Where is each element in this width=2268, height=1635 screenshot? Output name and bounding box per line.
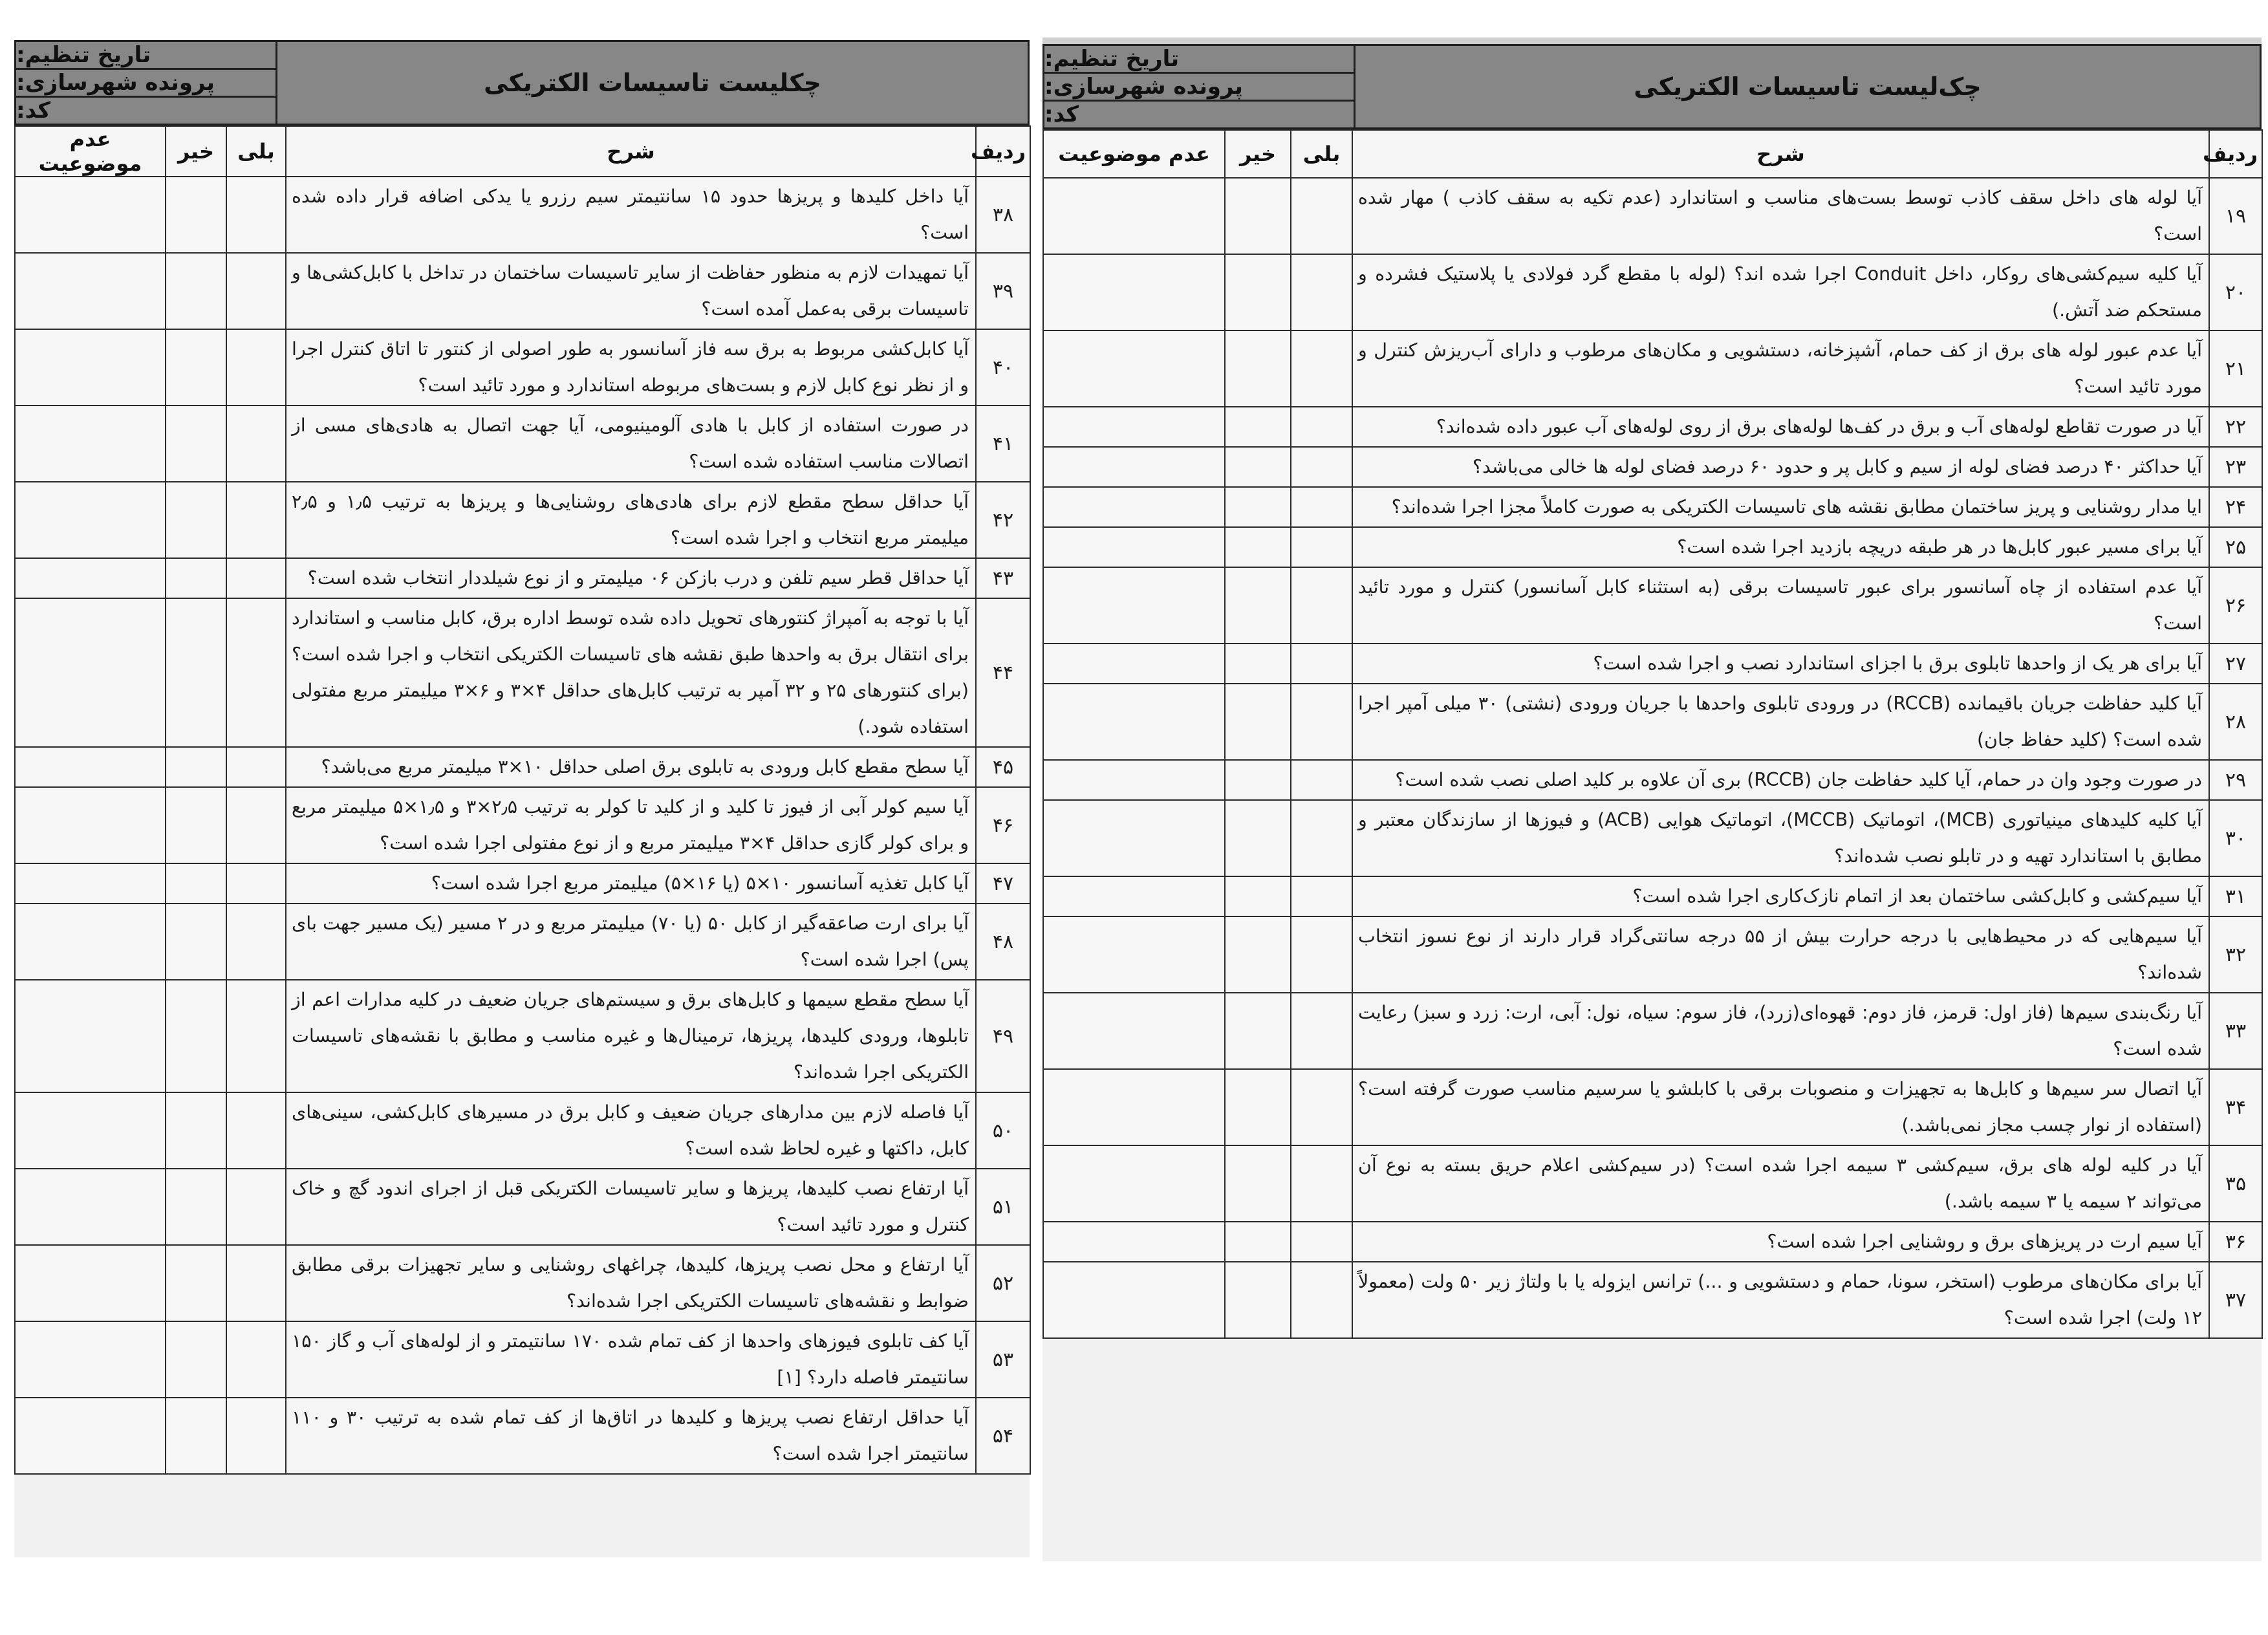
table-row [15,598,1030,747]
right-file-label: پرونده شهرسازی: [1044,72,1354,100]
table-row [1043,407,2262,447]
row-description: آیا سیم‌هایی که در محیط‌هایی با درجه حرارت بیش از ۵۵ درجه سانتی‌گراد قرار دارند از نوع نسوز انتخاب شده‌اند؟ [1352,916,2209,993]
no-checkbox-cell[interactable] [1225,684,1291,760]
na-checkbox-cell[interactable] [1043,330,1225,407]
na-checkbox-cell[interactable] [15,406,166,482]
na-checkbox-cell[interactable] [15,1245,166,1321]
na-checkbox-cell[interactable] [15,329,166,406]
na-checkbox-cell[interactable] [15,1092,166,1169]
table-row [1043,1222,2262,1262]
no-checkbox-cell[interactable] [1225,254,1291,330]
no-checkbox-cell[interactable] [1225,487,1291,527]
row-description: آیا داخل کلیدها و پریزها حدود ۱۵ سانتیمتر سیم رزرو یا یدکی اضافه قرار داده شده است؟ [286,177,976,253]
no-checkbox-cell[interactable] [166,904,226,980]
row-number: ۵۴ [976,1398,1030,1474]
no-checkbox-cell[interactable] [166,787,226,863]
row-description: آیا ارتفاع و محل نصب پریزها، کلیدها، چراغهای روشنایی و سایر تجهیزات برقی مطابق ضوابط و نقشه‌های تاسیسات الکتریکی اجرا شده‌اند؟ [286,1245,976,1321]
table-row [1043,876,2262,916]
yes-checkbox-cell[interactable] [1291,760,1352,800]
row-description: آیا برای مسیر عبور کابل‌ها در هر طبقه دریچه بازدید اجرا شده است؟ [1352,527,2209,567]
right-table-body [1043,178,2262,1338]
row-description: آیا عدم عبور لوله های برق از کف حمام، آشپزخانه، دستشویی و مکان‌های مرطوب و دارای آب‌ریزش کنترل و مورد تائید است؟ [1352,330,2209,407]
row-number: ۵۱ [976,1169,1030,1245]
table-row [1043,1069,2262,1145]
row-number: ۴۶ [976,787,1030,863]
na-checkbox-cell[interactable] [15,177,166,253]
row-description: در صورت استفاده از کابل با هادی آلومینیومی، آیا جهت اتصال به هادی‌های مسی از اتصالات مناسب استفاده شده است؟ [286,406,976,482]
row-description: آیا لوله های داخل سقف کاذب توسط بست‌های مناسب و استاندارد (عدم تکیه به سقف کاذب ) مهار شده است؟ [1352,178,2209,254]
left-checklist-page [14,40,1030,1557]
row-number: ۴۸ [976,904,1030,980]
na-checkbox-cell[interactable] [1043,447,1225,487]
table-row [1043,178,2262,254]
row-number: ۳۱ [2209,876,2262,916]
table-row [15,747,1030,787]
row-number: ۲۶ [2209,567,2262,644]
na-checkbox-cell[interactable] [1043,1222,1225,1262]
row-number: ۴۰ [976,329,1030,406]
row-number: ۵۳ [976,1321,1030,1398]
table-row [15,1092,1030,1169]
yes-checkbox-cell[interactable] [226,598,286,747]
no-checkbox-cell[interactable] [1225,1262,1291,1338]
row-description: آیا سطح مقطع سیمها و کابل‌های برق و سیستم‌های جریان ضعیف در کلیه مدارات اعم از تابلوها، ورودی کلیدها، پریزها، ترمینال‌ها و غیره مناسب و مطابق با نقشه‌های تاسیسات الکتریکی اجرا شده‌اند؟ [286,980,976,1092]
table-row [15,980,1030,1092]
na-checkbox-cell[interactable] [15,1321,166,1398]
na-checkbox-cell[interactable] [1043,644,1225,684]
table-row [15,253,1030,329]
na-checkbox-cell[interactable] [1043,760,1225,800]
yes-checkbox-cell[interactable] [1291,407,1352,447]
na-checkbox-cell[interactable] [1043,254,1225,330]
left-col-desc: شرح [286,126,976,177]
table-row [1043,567,2262,644]
right-header-fields [1044,46,1355,127]
na-checkbox-cell[interactable] [1043,684,1225,760]
no-checkbox-cell[interactable] [166,1321,226,1398]
yes-checkbox-cell[interactable] [1291,644,1352,684]
row-number: ۱۹ [2209,178,2262,254]
no-checkbox-cell[interactable] [1225,1145,1291,1222]
yes-checkbox-cell[interactable] [226,1169,286,1245]
row-number: ۵۰ [976,1092,1030,1169]
table-row [1043,760,2262,800]
right-checklist-page [1042,38,2262,1561]
na-checkbox-cell[interactable] [1043,1262,1225,1338]
row-number: ۳۲ [2209,916,2262,993]
table-row [1043,527,2262,567]
yes-checkbox-cell[interactable] [1291,800,1352,876]
left-code-label: کد: [16,96,275,124]
row-number: ۲۲ [2209,407,2262,447]
row-description: در صورت وجود وان در حمام، آیا کلید حفاظت جان (RCCB) بری آن علاوه بر کلید اصلی نصب شده است؟ [1352,760,2209,800]
right-table-header-row [1043,130,2262,178]
row-description: آیا برای مکان‌های مرطوب (استخر، سونا، حمام و دستشویی و ...) ترانس ایزوله یا با ولتاژ زیر ۵۰ ولت (معمولاً ۱۲ ولت) اجرا شده است؟ [1352,1262,2209,1338]
no-checkbox-cell[interactable] [166,863,226,904]
yes-checkbox-cell[interactable] [226,1321,286,1398]
table-row [1043,800,2262,876]
no-checkbox-cell[interactable] [166,329,226,406]
yes-checkbox-cell[interactable] [226,406,286,482]
yes-checkbox-cell[interactable] [1291,1222,1352,1262]
left-col-row: ردیف [976,126,1030,177]
table-row [1043,993,2262,1069]
row-description: آیا برای هر یک از واحدها تابلوی برق با اجزای استاندارد نصب و اجرا شده است؟ [1352,644,2209,684]
row-description: آیا اتصال سر سیم‌ها و کابل‌ها به تجهیزات و منصوبات برقی با کابلشو یا سرسیم مناسب صورت گرفته است؟ (استفاده از نوار چسب مجاز نمی‌باشد.) [1352,1069,2209,1145]
no-checkbox-cell[interactable] [1225,178,1291,254]
left-col-yes: بلی [226,126,286,177]
right-col-na: عدم موضوعیت [1043,130,1225,178]
no-checkbox-cell[interactable] [1225,447,1291,487]
no-checkbox-cell[interactable] [166,482,226,558]
right-title: چک‌لیست تاسیسات الکتریکی [1634,72,1982,101]
row-number: ۲۷ [2209,644,2262,684]
na-checkbox-cell[interactable] [15,558,166,598]
no-checkbox-cell[interactable] [166,1245,226,1321]
table-row [1043,916,2262,993]
row-number: ۲۴ [2209,487,2262,527]
row-description: آیا عدم استفاده از چاه آسانسور برای عبور تاسیسات برقی (به استثناء کابل آسانسور) کنترل و مورد تائید است؟ [1352,567,2209,644]
table-row [15,1169,1030,1245]
row-description: آیا کابل تغذیه آسانسور ۱۰×۵ (یا ۱۶×۵) میلیمتر مربع اجرا شده است؟ [286,863,976,904]
table-row [15,329,1030,406]
right-code-label: کد: [1044,100,1354,127]
na-checkbox-cell[interactable] [15,1398,166,1474]
yes-checkbox-cell[interactable] [1291,993,1352,1069]
na-checkbox-cell[interactable] [1043,1069,1225,1145]
row-number: ۲۳ [2209,447,2262,487]
table-row [15,863,1030,904]
yes-checkbox-cell[interactable] [226,863,286,904]
na-checkbox-cell[interactable] [15,253,166,329]
page-gutter [1030,0,1042,1635]
yes-checkbox-cell[interactable] [1291,916,1352,993]
na-checkbox-cell[interactable] [1043,1145,1225,1222]
row-number: ۳۶ [2209,1222,2262,1262]
row-description: ایا مدار روشنایی و پریز ساختمان مطابق نقشه های تاسیسات الکتریکی به صورت کاملاً مجزا اجرا شده‌اند؟ [1352,487,2209,527]
yes-checkbox-cell[interactable] [1291,567,1352,644]
no-checkbox-cell[interactable] [166,177,226,253]
no-checkbox-cell[interactable] [166,598,226,747]
na-checkbox-cell[interactable] [15,787,166,863]
yes-checkbox-cell[interactable] [226,482,286,558]
right-header [1042,44,2262,129]
left-col-no: خیر [166,126,226,177]
row-description: آیا ارتفاع نصب کلیدها، پریزها و سایر تاسیسات الکتریکی قبل از اجرای اندود گچ و خاک کنترل و مورد تائید است؟ [286,1169,976,1245]
row-description: آیا سطح مقطع کابل ورودی به تابلوی برق اصلی حداقل ۱۰×۳ میلیمتر مربع می‌باشد؟ [286,747,976,787]
no-checkbox-cell[interactable] [1225,760,1291,800]
yes-checkbox-cell[interactable] [226,1092,286,1169]
left-col-na: عدم موضوعیت [15,126,166,177]
table-row [1043,447,2262,487]
table-row [1043,487,2262,527]
table-row [15,558,1030,598]
row-description: آیا حداقل قطر سیم تلفن و درب بازکن ۰۶ میلیمتر و از نوع شیلددار انتخاب شده است؟ [286,558,976,598]
table-row [15,1321,1030,1398]
table-row [1043,1262,2262,1338]
no-checkbox-cell[interactable] [1225,567,1291,644]
row-number: ۳۸ [976,177,1030,253]
row-number: ۳۹ [976,253,1030,329]
no-checkbox-cell[interactable] [166,1169,226,1245]
left-checklist-table [14,125,1031,1475]
right-checklist-table [1042,129,2263,1339]
no-checkbox-cell[interactable] [1225,527,1291,567]
table-row [1043,254,2262,330]
row-number: ۲۱ [2209,330,2262,407]
na-checkbox-cell[interactable] [15,598,166,747]
no-checkbox-cell[interactable] [166,747,226,787]
yes-checkbox-cell[interactable] [1291,178,1352,254]
na-checkbox-cell[interactable] [15,863,166,904]
no-checkbox-cell[interactable] [166,558,226,598]
na-checkbox-cell[interactable] [1043,407,1225,447]
na-checkbox-cell[interactable] [15,482,166,558]
yes-checkbox-cell[interactable] [1291,684,1352,760]
row-number: ۴۲ [976,482,1030,558]
row-description: آیا حداقل ارتفاع نصب پریزها و کلیدها در اتاق‌ها از کف تمام شده به ترتیب ۳۰ و ۱۱۰ سانتیمتر اجرا شده است؟ [286,1398,976,1474]
row-number: ۳۷ [2209,1262,2262,1338]
yes-checkbox-cell[interactable] [1291,447,1352,487]
na-checkbox-cell[interactable] [1043,993,1225,1069]
row-description: آیا کلیه سیم‌کشی‌های روکار، داخل Conduit اجرا شده اند؟ (لوله با مقطع گرد فولادی یا پلاستیک فشرده و مستحکم ضد آتش.) [1352,254,2209,330]
no-checkbox-cell[interactable] [1225,993,1291,1069]
yes-checkbox-cell[interactable] [1291,1069,1352,1145]
yes-checkbox-cell[interactable] [226,558,286,598]
na-checkbox-cell[interactable] [1043,876,1225,916]
no-checkbox-cell[interactable] [166,980,226,1092]
left-date-label: تاریخ تنظیم: [16,42,151,68]
row-number: ۴۵ [976,747,1030,787]
table-row [15,787,1030,863]
table-row [15,482,1030,558]
right-date-label: تاریخ تنظیم: [1044,46,1180,72]
no-checkbox-cell[interactable] [1225,1069,1291,1145]
yes-checkbox-cell[interactable] [226,1398,286,1474]
row-description: آیا فاصله لازم بین مدارهای جریان ضعیف و کابل برق در مسیرهای کابل‌کشی، سینی‌های کابل، داکتها و غیره لحاظ شده است؟ [286,1092,976,1169]
left-header-fields [16,42,277,124]
no-checkbox-cell[interactable] [1225,330,1291,407]
no-checkbox-cell[interactable] [1225,1222,1291,1262]
row-number: ۴۹ [976,980,1030,1092]
no-checkbox-cell[interactable] [1225,407,1291,447]
no-checkbox-cell[interactable] [1225,644,1291,684]
yes-checkbox-cell[interactable] [226,253,286,329]
row-description: آیا کلیه کلیدهای مینیاتوری (MCB)، اتوماتیک (MCCB)، اتوماتیک هوایی (ACB) و فیوزها از سازندگان معتبر و مطابق با استاندارد تهیه و در تابلو نصب شده‌اند؟ [1352,800,2209,876]
row-description: آیا کف تابلوی فیوزهای واحدها از کف تمام شده ۱۷۰ سانتیمتر و از لوله‌های آب و گاز ۱۵۰ سانتیمتر فاصله دارد؟ [۱] [286,1321,976,1398]
na-checkbox-cell[interactable] [1043,916,1225,993]
row-number: ۴۷ [976,863,1030,904]
yes-checkbox-cell[interactable] [1291,254,1352,330]
row-description: آیا حداقل سطح مقطع لازم برای هادی‌های روشنایی‌ها و پریزها به ترتیب ۱٫۵ و ۲٫۵ میلیمتر مربع انتخاب و اجرا شده است؟ [286,482,976,558]
right-col-desc: شرح [1352,130,2209,178]
row-number: ۴۳ [976,558,1030,598]
na-checkbox-cell[interactable] [15,747,166,787]
row-description: آیا تمهیدات لازم به منظور حفاظت از سایر تاسیسات ساختمان در تداخل با کابل‌کشی‌ها و تاسیسات برقی به‌عمل آمده است؟ [286,253,976,329]
no-checkbox-cell[interactable] [1225,800,1291,876]
table-row [15,1245,1030,1321]
row-description: آیا با توجه به آمپراژ کنتورهای تحویل داده شده توسط اداره برق، کابل مناسب و استاندارد برای انتقال برق به واحدها طبق نقشه های تاسیسات الکتریکی انتخاب و اجرا شده است؟ (برای کنتورهای ۲۵ و ۳۲ آمپر به ترتیب کابل‌های حداقل ۴×۳ و ۶×۳ میلیمتر مربع مفتولی استفاده شود.) [286,598,976,747]
yes-checkbox-cell[interactable] [1291,487,1352,527]
row-number: ۳۳ [2209,993,2262,1069]
table-row [1043,684,2262,760]
na-checkbox-cell[interactable] [1043,567,1225,644]
row-number: ۲۹ [2209,760,2262,800]
no-checkbox-cell[interactable] [166,1398,226,1474]
yes-checkbox-cell[interactable] [226,177,286,253]
yes-checkbox-cell[interactable] [226,904,286,980]
yes-checkbox-cell[interactable] [226,747,286,787]
no-checkbox-cell[interactable] [166,406,226,482]
yes-checkbox-cell[interactable] [226,787,286,863]
na-checkbox-cell[interactable] [15,1169,166,1245]
yes-checkbox-cell[interactable] [1291,1262,1352,1338]
right-col-row: ردیف [2209,130,2262,178]
left-title: چکلیست تاسیسات الکتریکی [484,69,821,97]
na-checkbox-cell[interactable] [1043,487,1225,527]
yes-checkbox-cell[interactable] [1291,876,1352,916]
row-number: ۲۰ [2209,254,2262,330]
yes-checkbox-cell[interactable] [226,329,286,406]
yes-checkbox-cell[interactable] [1291,527,1352,567]
na-checkbox-cell[interactable] [1043,178,1225,254]
yes-checkbox-cell[interactable] [1291,330,1352,407]
row-description: آیا کابل‌کشی مربوط به برق سه فاز آسانسور به طور اصولی از کنتور تا اتاق کنترل اجرا و از نظر نوع کابل لازم و بست‌های مربوطه استاندارد و مورد تائید است؟ [286,329,976,406]
row-description: آیا برای ارت صاعقه‌گیر از کابل ۵۰ (یا ۷۰) میلیمتر مربع و در ۲ مسیر (یک مسیر جهت بای پس) اجرا شده است؟ [286,904,976,980]
yes-checkbox-cell[interactable] [226,1245,286,1321]
na-checkbox-cell[interactable] [15,980,166,1092]
left-header [14,40,1030,125]
na-checkbox-cell[interactable] [1043,800,1225,876]
table-row [15,406,1030,482]
row-description: آیا رنگ‌بندی سیم‌ها (فاز اول: قرمز، فاز دوم: قهوه‌ای(زرد)، فاز سوم: سیاه، نول: آبی، ارت: زرد و سبز) رعایت شده است؟ [1352,993,2209,1069]
row-number: ۳۵ [2209,1145,2262,1222]
no-checkbox-cell[interactable] [166,253,226,329]
no-checkbox-cell[interactable] [1225,916,1291,993]
table-row [1043,644,2262,684]
table-row [15,177,1030,253]
row-description: آیا حداکثر ۴۰ درصد فضای لوله از سیم و کابل پر و حدود ۶۰ درصد فضای لوله ها خالی می‌باشد؟ [1352,447,2209,487]
no-checkbox-cell[interactable] [166,1092,226,1169]
row-number: ۴۱ [976,406,1030,482]
row-number: ۵۲ [976,1245,1030,1321]
left-file-label: پرونده شهرسازی: [16,68,275,96]
row-number: ۲۸ [2209,684,2262,760]
table-row [15,1398,1030,1474]
row-description: آیا در صورت تقاطع لوله‌های آب و برق در کف‌ها لوله‌های برق از روی لوله‌های آب عبور داده شده‌اند؟ [1352,407,2209,447]
row-number: ۳۴ [2209,1069,2262,1145]
table-row [1043,1145,2262,1222]
yes-checkbox-cell[interactable] [1291,1145,1352,1222]
row-number: ۲۵ [2209,527,2262,567]
right-col-yes: بلی [1291,130,1352,178]
table-row [15,904,1030,980]
row-description: آیا سیم‌کشی و کابل‌کشی ساختمان بعد از اتمام نازک‌کاری اجرا شده است؟ [1352,876,2209,916]
table-row [1043,330,2262,407]
na-checkbox-cell[interactable] [15,904,166,980]
no-checkbox-cell[interactable] [1225,876,1291,916]
row-number: ۳۰ [2209,800,2262,876]
row-description: آیا سیم ارت در پریزهای برق و روشنایی اجرا شده است؟ [1352,1222,2209,1262]
yes-checkbox-cell[interactable] [226,980,286,1092]
row-description: آیا کلید حفاظت جریان باقیمانده (RCCB) در ورودی تابلوی واحدها با جریان ورودی (نشتی) ۳۰ میلی آمپر اجرا شده است؟ (کلید حفاظ جان) [1352,684,2209,760]
na-checkbox-cell[interactable] [1043,527,1225,567]
left-table-body [15,177,1030,1474]
row-description: آیا سیم کولر آبی از فیوز تا کلید و از کلید تا کولر به ترتیب ۲٫۵×۳ و ۱٫۵×۵ میلیمتر مربع و برای کولر گازی حداقل ۴×۳ میلیمتر مربع و از نوع مفتولی اجرا شده است؟ [286,787,976,863]
right-col-no: خیر [1225,130,1291,178]
row-number: ۴۴ [976,598,1030,747]
left-table-header-row [15,126,1030,177]
row-description: آیا در کلیه لوله های برق، سیم‌کشی ۳ سیمه اجرا شده است؟ (در سیم‌کشی اعلام حریق بسته به نوع آن می‌تواند ۲ سیمه یا ۳ سیمه باشد.) [1352,1145,2209,1222]
